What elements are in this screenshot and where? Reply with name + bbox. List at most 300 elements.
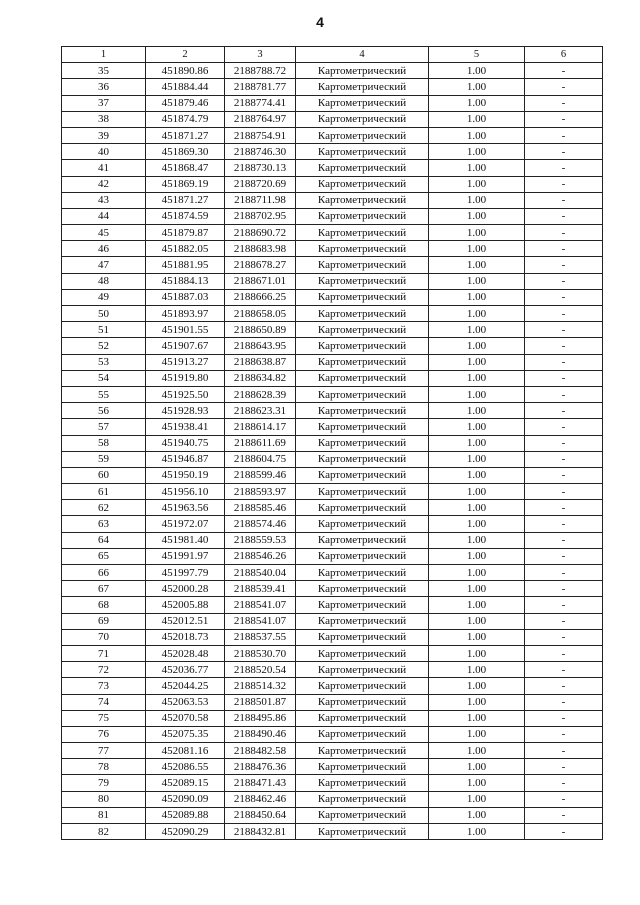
table-cell: Картометрический: [296, 824, 429, 840]
table-row: [62, 403, 603, 419]
table-cell: 1.00: [429, 338, 525, 354]
table-cell: Картометрический: [296, 759, 429, 775]
table-cell: -: [525, 144, 603, 160]
table-cell: 35: [62, 63, 146, 79]
table-cell: 452089.15: [146, 775, 225, 791]
table-cell: -: [525, 370, 603, 386]
table-cell: 2188599.46: [225, 467, 296, 483]
table-cell: Картометрический: [296, 79, 429, 95]
table-row: [62, 127, 603, 143]
table-cell: 452075.35: [146, 726, 225, 742]
table-cell: 1.00: [429, 273, 525, 289]
table-cell: Картометрический: [296, 273, 429, 289]
table-row: [62, 662, 603, 678]
table-cell: 1.00: [429, 257, 525, 273]
table-cell: 452036.77: [146, 662, 225, 678]
table-cell: 1.00: [429, 322, 525, 338]
table-cell: 2188628.39: [225, 386, 296, 402]
table-cell: 62: [62, 500, 146, 516]
table-cell: 2188702.95: [225, 208, 296, 224]
table-cell: 2188746.30: [225, 144, 296, 160]
table-cell: Картометрический: [296, 613, 429, 629]
table-cell: Картометрический: [296, 176, 429, 192]
table-cell: -: [525, 581, 603, 597]
table-cell: 80: [62, 791, 146, 807]
table-cell: 68: [62, 597, 146, 613]
table-cell: 2188638.87: [225, 354, 296, 370]
table-cell: 2188666.25: [225, 289, 296, 305]
table-cell: -: [525, 467, 603, 483]
table-cell: Картометрический: [296, 208, 429, 224]
table-cell: 451956.10: [146, 484, 225, 500]
table-cell: 451882.05: [146, 241, 225, 257]
table-cell: Картометрический: [296, 532, 429, 548]
table-row: [62, 144, 603, 160]
table-cell: 1.00: [429, 824, 525, 840]
table-cell: 2188788.72: [225, 63, 296, 79]
table-cell: 451925.50: [146, 386, 225, 402]
table-cell: Картометрический: [296, 160, 429, 176]
table-cell: -: [525, 273, 603, 289]
table-row: [62, 791, 603, 807]
table-row: [62, 338, 603, 354]
table-cell: 2188471.43: [225, 775, 296, 791]
table-cell: Картометрический: [296, 451, 429, 467]
table-cell: 2188711.98: [225, 192, 296, 208]
table-cell: 1.00: [429, 160, 525, 176]
table-cell: Картометрический: [296, 386, 429, 402]
table-cell: Картометрический: [296, 95, 429, 111]
table-cell: -: [525, 726, 603, 742]
table-cell: -: [525, 419, 603, 435]
table-cell: 2188541.07: [225, 597, 296, 613]
table-cell: 2188514.32: [225, 678, 296, 694]
table-cell: 1.00: [429, 386, 525, 402]
table-cell: 41: [62, 160, 146, 176]
table-row: [62, 63, 603, 79]
table-cell: 451946.87: [146, 451, 225, 467]
table-cell: Картометрический: [296, 516, 429, 532]
table-cell: 1.00: [429, 467, 525, 483]
table-cell: 451907.67: [146, 338, 225, 354]
table-row: [62, 370, 603, 386]
table-cell: -: [525, 807, 603, 823]
table-cell: 452018.73: [146, 629, 225, 645]
table-cell: -: [525, 111, 603, 127]
table-cell: 1.00: [429, 451, 525, 467]
table-cell: -: [525, 127, 603, 143]
table-cell: -: [525, 435, 603, 451]
coordinates-table: [61, 46, 603, 840]
table-cell: Картометрический: [296, 662, 429, 678]
table-cell: 451950.19: [146, 467, 225, 483]
table-cell: 452044.25: [146, 678, 225, 694]
table-cell: 2188537.55: [225, 629, 296, 645]
table-row: [62, 807, 603, 823]
table-cell: Картометрический: [296, 241, 429, 257]
table-cell: 46: [62, 241, 146, 257]
table-cell: -: [525, 63, 603, 79]
table-cell: 2188634.82: [225, 370, 296, 386]
table-cell: 2188539.41: [225, 581, 296, 597]
table-row: [62, 532, 603, 548]
table-cell: 2188495.86: [225, 710, 296, 726]
table-cell: Картометрический: [296, 678, 429, 694]
column-header: 3: [225, 47, 296, 63]
column-header: 4: [296, 47, 429, 63]
column-header: 1: [62, 47, 146, 63]
table-cell: -: [525, 548, 603, 564]
table-cell: 451972.07: [146, 516, 225, 532]
table-cell: 71: [62, 645, 146, 661]
table-cell: 2188604.75: [225, 451, 296, 467]
table-cell: 69: [62, 613, 146, 629]
table-cell: 2188690.72: [225, 225, 296, 241]
table-cell: 451913.27: [146, 354, 225, 370]
table-row: [62, 629, 603, 645]
table-row: [62, 241, 603, 257]
column-header: 2: [146, 47, 225, 63]
table-cell: Картометрический: [296, 775, 429, 791]
table-cell: 1.00: [429, 694, 525, 710]
table-cell: 451884.13: [146, 273, 225, 289]
table-cell: -: [525, 176, 603, 192]
table-cell: -: [525, 662, 603, 678]
table-cell: 452090.29: [146, 824, 225, 840]
table-cell: 51: [62, 322, 146, 338]
table-cell: 2188482.58: [225, 743, 296, 759]
table-cell: 452081.16: [146, 743, 225, 759]
table-cell: 452012.51: [146, 613, 225, 629]
table-cell: 44: [62, 208, 146, 224]
table-cell: 451874.79: [146, 111, 225, 127]
table-header-row: [62, 47, 603, 63]
table-cell: 45: [62, 225, 146, 241]
table-cell: 61: [62, 484, 146, 500]
table-cell: -: [525, 500, 603, 516]
table-cell: Картометрический: [296, 581, 429, 597]
table-cell: 66: [62, 565, 146, 581]
table-cell: -: [525, 678, 603, 694]
table-cell: -: [525, 629, 603, 645]
table-cell: 2188774.41: [225, 95, 296, 111]
table-cell: 1.00: [429, 144, 525, 160]
table-cell: 70: [62, 629, 146, 645]
table-cell: 58: [62, 435, 146, 451]
table-cell: 451887.03: [146, 289, 225, 305]
table-cell: 82: [62, 824, 146, 840]
table-cell: -: [525, 759, 603, 775]
table-cell: 49: [62, 289, 146, 305]
table-row: [62, 273, 603, 289]
table-cell: -: [525, 597, 603, 613]
table-row: [62, 565, 603, 581]
table-cell: 2188614.17: [225, 419, 296, 435]
table-cell: 452090.09: [146, 791, 225, 807]
table-cell: -: [525, 645, 603, 661]
table-cell: 74: [62, 694, 146, 710]
table-cell: 1.00: [429, 403, 525, 419]
table-cell: Картометрический: [296, 111, 429, 127]
table-cell: 73: [62, 678, 146, 694]
table-cell: -: [525, 160, 603, 176]
table-cell: 451871.27: [146, 192, 225, 208]
table-cell: 2188754.91: [225, 127, 296, 143]
table-cell: Картометрический: [296, 807, 429, 823]
table-row: [62, 548, 603, 564]
table-cell: Картометрический: [296, 435, 429, 451]
table-cell: 452028.48: [146, 645, 225, 661]
table-row: [62, 451, 603, 467]
table-cell: 1.00: [429, 645, 525, 661]
table-cell: 451997.79: [146, 565, 225, 581]
table-cell: 2188683.98: [225, 241, 296, 257]
table-cell: 451893.97: [146, 306, 225, 322]
table-row: [62, 710, 603, 726]
table-row: [62, 306, 603, 322]
table-cell: -: [525, 613, 603, 629]
table-cell: 47: [62, 257, 146, 273]
table-cell: 37: [62, 95, 146, 111]
table-row: [62, 645, 603, 661]
table-cell: Картометрический: [296, 548, 429, 564]
table-cell: Картометрический: [296, 289, 429, 305]
table-cell: 1.00: [429, 516, 525, 532]
table-cell: 43: [62, 192, 146, 208]
table-cell: 451901.55: [146, 322, 225, 338]
table-cell: 1.00: [429, 791, 525, 807]
table-cell: 1.00: [429, 225, 525, 241]
table-cell: 451890.86: [146, 63, 225, 79]
table-cell: 60: [62, 467, 146, 483]
table-cell: 2188730.13: [225, 160, 296, 176]
table-row: [62, 743, 603, 759]
table-cell: 1.00: [429, 208, 525, 224]
table-cell: 451881.95: [146, 257, 225, 273]
table-cell: 451991.97: [146, 548, 225, 564]
table-cell: 2188671.01: [225, 273, 296, 289]
table-cell: 2188593.97: [225, 484, 296, 500]
table-cell: -: [525, 354, 603, 370]
table-cell: -: [525, 208, 603, 224]
table-cell: -: [525, 79, 603, 95]
table-cell: 2188574.46: [225, 516, 296, 532]
table-cell: 1.00: [429, 629, 525, 645]
table-cell: 452005.88: [146, 597, 225, 613]
table-cell: 1.00: [429, 743, 525, 759]
table-cell: 2188643.95: [225, 338, 296, 354]
table-row: [62, 516, 603, 532]
table-cell: 1.00: [429, 548, 525, 564]
table-cell: 63: [62, 516, 146, 532]
table-cell: 1.00: [429, 63, 525, 79]
table-cell: -: [525, 791, 603, 807]
table-cell: 75: [62, 710, 146, 726]
table-cell: 2188540.04: [225, 565, 296, 581]
table-cell: -: [525, 824, 603, 840]
table-cell: 78: [62, 759, 146, 775]
table-cell: 2188678.27: [225, 257, 296, 273]
table-cell: 42: [62, 176, 146, 192]
table-cell: Картометрический: [296, 467, 429, 483]
table-cell: 1.00: [429, 484, 525, 500]
table-row: [62, 775, 603, 791]
table-cell: 76: [62, 726, 146, 742]
table-cell: 2188658.05: [225, 306, 296, 322]
table-cell: -: [525, 192, 603, 208]
table-cell: -: [525, 532, 603, 548]
table-cell: 1.00: [429, 79, 525, 95]
table-cell: 2188611.69: [225, 435, 296, 451]
table-cell: 72: [62, 662, 146, 678]
table-row: [62, 111, 603, 127]
table-cell: -: [525, 516, 603, 532]
table-cell: 2188520.54: [225, 662, 296, 678]
table-cell: 56: [62, 403, 146, 419]
table-cell: 1.00: [429, 289, 525, 305]
table-cell: 452089.88: [146, 807, 225, 823]
table-row: [62, 824, 603, 840]
table-row: [62, 613, 603, 629]
table-cell: Картометрический: [296, 629, 429, 645]
table-cell: Картометрический: [296, 63, 429, 79]
table-cell: Картометрический: [296, 257, 429, 273]
table-row: [62, 678, 603, 694]
table-cell: -: [525, 225, 603, 241]
table-cell: 2188764.97: [225, 111, 296, 127]
table-cell: 451871.27: [146, 127, 225, 143]
table-cell: Картометрический: [296, 743, 429, 759]
table-row: [62, 176, 603, 192]
table-row: [62, 419, 603, 435]
table-cell: 1.00: [429, 775, 525, 791]
table-cell: 40: [62, 144, 146, 160]
table-cell: -: [525, 694, 603, 710]
table-cell: Картометрический: [296, 645, 429, 661]
table-row: [62, 192, 603, 208]
table-cell: 67: [62, 581, 146, 597]
table-cell: Картометрический: [296, 306, 429, 322]
table-cell: 451963.56: [146, 500, 225, 516]
table-cell: -: [525, 565, 603, 581]
table-cell: Картометрический: [296, 127, 429, 143]
table-cell: 2188585.46: [225, 500, 296, 516]
table-cell: 2188530.70: [225, 645, 296, 661]
table-cell: 52: [62, 338, 146, 354]
table-row: [62, 79, 603, 95]
table-cell: 38: [62, 111, 146, 127]
table-cell: 1.00: [429, 176, 525, 192]
table-cell: 1.00: [429, 419, 525, 435]
table-cell: 451879.87: [146, 225, 225, 241]
table-row: [62, 354, 603, 370]
table-cell: 1.00: [429, 354, 525, 370]
table-cell: Картометрический: [296, 726, 429, 742]
table-cell: 1.00: [429, 581, 525, 597]
table-cell: 2188432.81: [225, 824, 296, 840]
table-cell: Картометрический: [296, 403, 429, 419]
table-row: [62, 160, 603, 176]
table-row: [62, 581, 603, 597]
table-cell: 2188541.07: [225, 613, 296, 629]
table-cell: 1.00: [429, 127, 525, 143]
table-row: [62, 225, 603, 241]
table-cell: 1.00: [429, 759, 525, 775]
table-cell: -: [525, 403, 603, 419]
table-cell: 57: [62, 419, 146, 435]
table-cell: Картометрический: [296, 192, 429, 208]
table-cell: -: [525, 257, 603, 273]
page-number: 4: [316, 14, 324, 30]
table-cell: Картометрический: [296, 500, 429, 516]
table-row: [62, 500, 603, 516]
table-cell: Картометрический: [296, 419, 429, 435]
table-row: [62, 759, 603, 775]
table-row: [62, 386, 603, 402]
table-row: [62, 597, 603, 613]
table-cell: 59: [62, 451, 146, 467]
table-row: [62, 694, 603, 710]
table-cell: Картометрический: [296, 354, 429, 370]
table-cell: -: [525, 484, 603, 500]
table-row: [62, 467, 603, 483]
table-cell: 451928.93: [146, 403, 225, 419]
table-cell: 2188501.87: [225, 694, 296, 710]
table-cell: -: [525, 743, 603, 759]
table-cell: 36: [62, 79, 146, 95]
table-row: [62, 484, 603, 500]
table-cell: 451981.40: [146, 532, 225, 548]
table-cell: -: [525, 289, 603, 305]
table-cell: Картометрический: [296, 597, 429, 613]
table-cell: 1.00: [429, 241, 525, 257]
table-cell: 1.00: [429, 192, 525, 208]
table-cell: 2188720.69: [225, 176, 296, 192]
table-cell: 79: [62, 775, 146, 791]
table-row: [62, 322, 603, 338]
table-cell: 1.00: [429, 370, 525, 386]
table-cell: Картометрический: [296, 144, 429, 160]
table-cell: 452063.53: [146, 694, 225, 710]
table-cell: Картометрический: [296, 322, 429, 338]
table-cell: 1.00: [429, 613, 525, 629]
table-cell: Картометрический: [296, 338, 429, 354]
table-cell: 1.00: [429, 597, 525, 613]
table-cell: 451874.59: [146, 208, 225, 224]
table-cell: 1.00: [429, 710, 525, 726]
table-cell: Картометрический: [296, 565, 429, 581]
table-cell: 39: [62, 127, 146, 143]
table-cell: Картометрический: [296, 484, 429, 500]
table-cell: 1.00: [429, 532, 525, 548]
table-cell: 1.00: [429, 306, 525, 322]
table-cell: 1.00: [429, 435, 525, 451]
table-cell: -: [525, 322, 603, 338]
table-cell: 1.00: [429, 678, 525, 694]
table-cell: 451869.30: [146, 144, 225, 160]
table-cell: 2188546.26: [225, 548, 296, 564]
table-cell: 50: [62, 306, 146, 322]
table-cell: 53: [62, 354, 146, 370]
table-cell: 451940.75: [146, 435, 225, 451]
column-header: 6: [525, 47, 603, 63]
table-cell: Картометрический: [296, 370, 429, 386]
table-row: [62, 208, 603, 224]
table-cell: 451879.46: [146, 95, 225, 111]
table-cell: 1.00: [429, 111, 525, 127]
table-cell: 451938.41: [146, 419, 225, 435]
table-cell: 1.00: [429, 500, 525, 516]
